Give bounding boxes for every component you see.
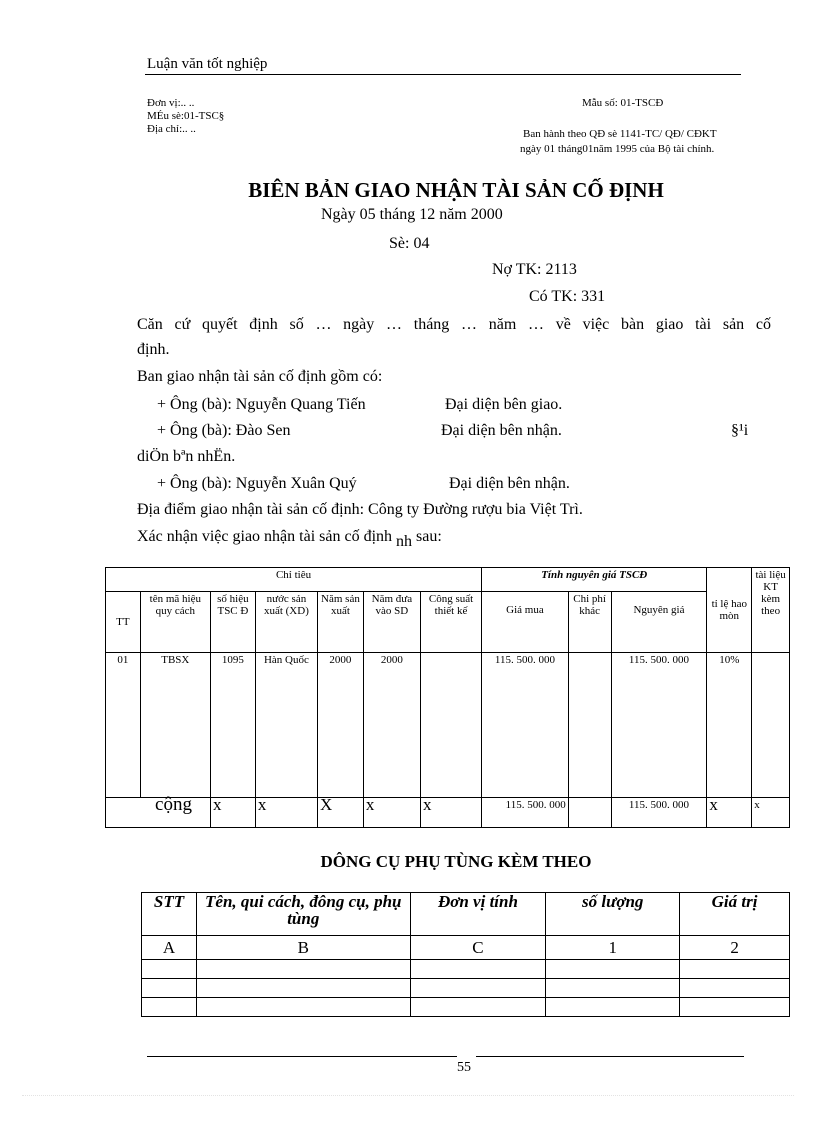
total-docs: x xyxy=(752,798,790,828)
member-3-name: + Ông (bà): Nguyễn Xuân Quý xyxy=(157,475,357,492)
group-header-price: Tính nguyên giá TSCĐ xyxy=(482,568,707,592)
header-depreciation: tỉ lệ hao mòn xyxy=(707,568,752,653)
cell-tt: 01 xyxy=(106,653,141,798)
member-2-role: Đại diện bên nhận. xyxy=(441,422,562,439)
basis-line-1: Căn cứ quyết định số … ngày … tháng … năm … về việc bàn giao tài sản cố xyxy=(137,316,771,333)
page-number: 55 xyxy=(457,1060,471,1075)
tools-code-a: A xyxy=(142,936,197,960)
header-serial: số hiệu TSC Đ xyxy=(210,592,255,653)
header-buy-price: Giá mua xyxy=(482,592,569,653)
issued-line-2: ngày 01 tháng01năm 1995 của Bộ tài chính. xyxy=(520,143,715,155)
date-line: Ngày 05 tháng 12 năm 2000 xyxy=(321,206,503,223)
committee-line: Ban giao nhận tài sản cố định gồm có: xyxy=(137,368,383,385)
cell-original: 115. 500. 000 xyxy=(611,653,707,798)
total-capacity: x xyxy=(420,798,481,828)
table-row xyxy=(142,998,790,1017)
table-row xyxy=(106,653,790,798)
total-row xyxy=(106,798,790,828)
credit-account: Có TK: 331 xyxy=(529,288,606,305)
member-1-name: + Ông (bà): Nguyễn Quang Tiến xyxy=(157,396,366,413)
member-1-role: Đại diện bên giao. xyxy=(445,396,563,413)
group-header-indicators: Chỉ tiêu xyxy=(106,568,482,592)
address-label: Địa chỉ:.. .. xyxy=(147,123,196,135)
total-original: 115. 500. 000 xyxy=(611,798,707,828)
total-serial: x xyxy=(210,798,255,828)
footer-rule-right xyxy=(476,1056,744,1057)
confirm-line xyxy=(137,528,442,550)
member-2-name: + Ông (bà): Đào Sen xyxy=(157,422,291,439)
header-capacity: Công suất thiết kế xyxy=(420,592,481,653)
running-title: Luận văn tốt nghiệp xyxy=(147,56,268,72)
cell-other-cost xyxy=(568,653,611,798)
member-3-role: Đại diện bên nhận. xyxy=(449,475,570,492)
issued-line-1: Ban hành theo QĐ sè 1141-TC/ QĐ/ CĐKT xyxy=(523,128,717,140)
basis-line-2: định. xyxy=(137,341,170,358)
form-code-right: Mẫu số: 01-TSCĐ xyxy=(582,97,664,109)
table-row xyxy=(142,960,790,979)
total-label: cộng xyxy=(106,798,211,828)
cell-name: TBSX xyxy=(140,653,210,798)
total-country: x xyxy=(255,798,317,828)
tools-code-2: 2 xyxy=(680,936,790,960)
cell-buy-price: 115. 500. 000 xyxy=(482,653,569,798)
tools-code-1: 1 xyxy=(546,936,680,960)
header-name: tên mã hiệu quy cách xyxy=(140,592,210,653)
tools-header-unit: Đơn vị tính xyxy=(410,893,546,936)
confirm-sau: sau: xyxy=(416,528,442,545)
header-tt: TT xyxy=(106,592,141,653)
tools-header-quantity: số lượng xyxy=(546,893,680,936)
tools-title: DÔNG CỤ PHỤ TÙNG KÈM THEO xyxy=(320,852,592,871)
unit-label: Đơn vị:.. .. xyxy=(147,97,195,109)
tools-header-stt: STT xyxy=(142,893,197,936)
confirm-text: Xác nhận việc giao nhận tài sản cố định xyxy=(137,528,393,545)
total-year-use: x xyxy=(363,798,420,828)
confirm-nh: nh xyxy=(396,533,413,550)
footer-rule-left xyxy=(147,1056,457,1057)
debit-account: Nợ TK: 2113 xyxy=(492,261,577,278)
header-year-made: Năm sản xuất xyxy=(318,592,364,653)
page-edge xyxy=(22,1095,794,1096)
tools-table xyxy=(141,892,790,1017)
header-rule xyxy=(145,74,741,75)
header-other-cost: Chi phí khác xyxy=(568,592,611,653)
asset-table xyxy=(105,567,790,828)
total-other-cost xyxy=(568,798,611,828)
total-year-made: X xyxy=(318,798,364,828)
header-original: Nguyên giá xyxy=(611,592,707,653)
total-depreciation: x xyxy=(707,798,752,828)
header-docs: tài liệu KT kèm theo xyxy=(752,568,790,653)
header-year-use: Năm đưa vào SD xyxy=(363,592,420,653)
header-country: nước sản xuất (XD) xyxy=(255,592,317,653)
cell-capacity xyxy=(420,653,481,798)
number-line: Sè: 04 xyxy=(389,235,430,252)
cell-depreciation: 10% xyxy=(707,653,752,798)
total-buy-price: 115. 500. 000 xyxy=(482,798,569,828)
member-2-extra-2: diÖn bªn nhËn. xyxy=(137,448,236,465)
table-row xyxy=(142,979,790,998)
form-code-left: MÉu sè:01-TSC§ xyxy=(147,110,225,122)
document-title: BIÊN BẢN GIAO NHẬN TÀI SẢN CỐ ĐỊNH xyxy=(248,178,664,202)
location-line: Địa điểm giao nhận tài sản cố định: Công ty Đường rượu bia Việt Trì. xyxy=(137,501,583,518)
tools-code-b: B xyxy=(196,936,410,960)
cell-year-use: 2000 xyxy=(363,653,420,798)
cell-year-made: 2000 xyxy=(318,653,364,798)
tools-code-c: C xyxy=(410,936,546,960)
tools-header-name: Tên, qui cách, đông cụ, phụ tùng xyxy=(196,893,410,936)
member-2-extra: §¹i xyxy=(731,422,749,439)
cell-country: Hàn Quốc xyxy=(255,653,317,798)
cell-docs xyxy=(752,653,790,798)
tools-header-value: Giá trị xyxy=(680,893,790,936)
cell-serial: 1095 xyxy=(210,653,255,798)
